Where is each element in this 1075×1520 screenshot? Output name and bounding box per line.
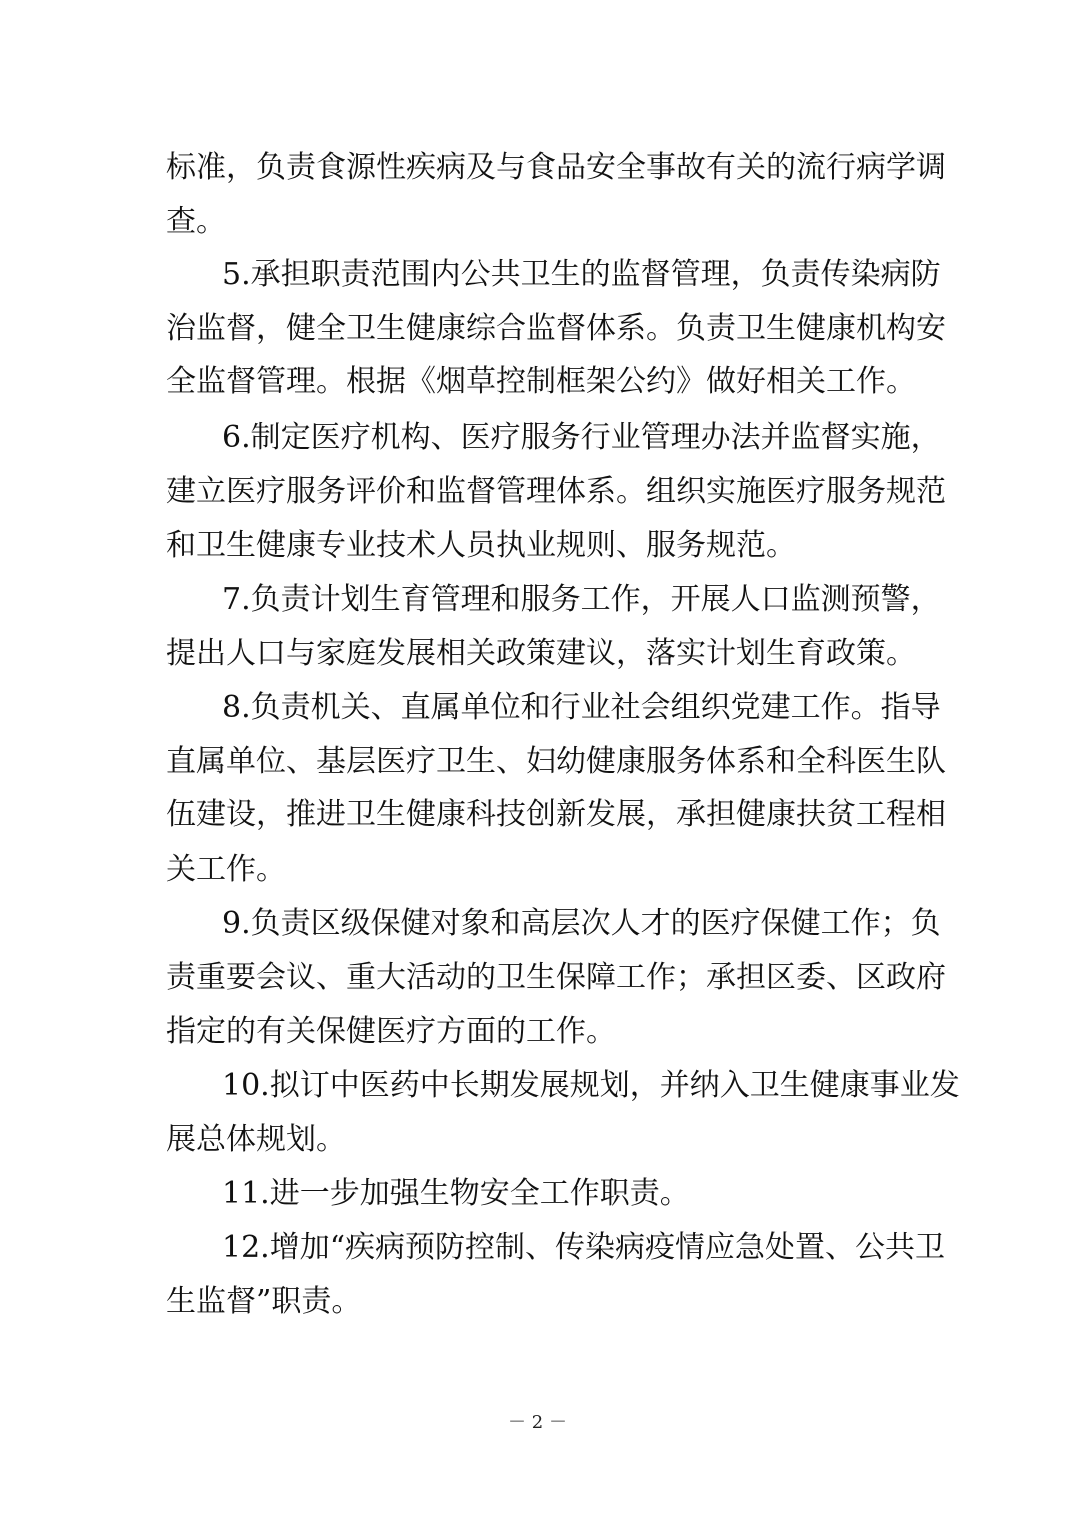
paragraph-line: 5.承担职责范围内公共卫生的监督管理，负责传染病防 xyxy=(222,257,941,292)
paragraph-line: 指定的有关保健医疗方面的工作。 xyxy=(166,1014,616,1049)
paragraph-line: 和卫生健康专业技术人员执业规则、服务规范。 xyxy=(166,528,796,563)
paragraph-line: 提出人口与家庭发展相关政策建议，落实计划生育政策。 xyxy=(166,636,916,671)
paragraph-line: 责重要会议、重大活动的卫生保障工作；承担区委、区政府 xyxy=(166,960,946,995)
paragraph-line: 治监督，健全卫生健康综合监督体系。负责卫生健康机构安 xyxy=(166,311,946,346)
paragraph-line: 展总体规划。 xyxy=(166,1122,346,1157)
paragraph-line: 查。 xyxy=(166,204,226,239)
paragraph-line: 建立医疗服务评价和监督管理体系。组织实施医疗服务规范 xyxy=(166,474,946,509)
paragraph-line: 全监督管理。根据《烟草控制框架公约》做好相关工作。 xyxy=(166,364,916,399)
paragraph-line: 生监督”职责。 xyxy=(166,1284,362,1319)
paragraph-line: 10.拟订中医药中长期发展规划，并纳入卫生健康事业发 xyxy=(222,1068,960,1103)
paragraph-line: 12.增加“疾病预防控制、传染病疫情应急处置、公共卫 xyxy=(222,1230,946,1265)
paragraph-line: 7.负责计划生育管理和服务工作，开展人口监测预警， xyxy=(222,582,941,617)
paragraph-line: 关工作。 xyxy=(166,852,286,887)
paragraph-line: 6.制定医疗机构、医疗服务行业管理办法并监督实施， xyxy=(222,420,941,455)
paragraph-line: 11.进一步加强生物安全工作职责。 xyxy=(222,1176,690,1211)
paragraph-line: 直属单位、基层医疗卫生、妇幼健康服务体系和全科医生队 xyxy=(166,744,946,779)
paragraph-line: 9.负责区级保健对象和高层次人才的医疗保健工作；负 xyxy=(222,906,941,941)
paragraph-line: 标准，负责食源性疾病及与食品安全事故有关的流行病学调 xyxy=(166,150,946,185)
paragraph-line: 8.负责机关、直属单位和行业社会组织党建工作。指导 xyxy=(222,690,941,725)
page-number: － 2 － xyxy=(508,1412,567,1433)
paragraph-line: 伍建设，推进卫生健康科技创新发展，承担健康扶贫工程相 xyxy=(166,797,946,832)
